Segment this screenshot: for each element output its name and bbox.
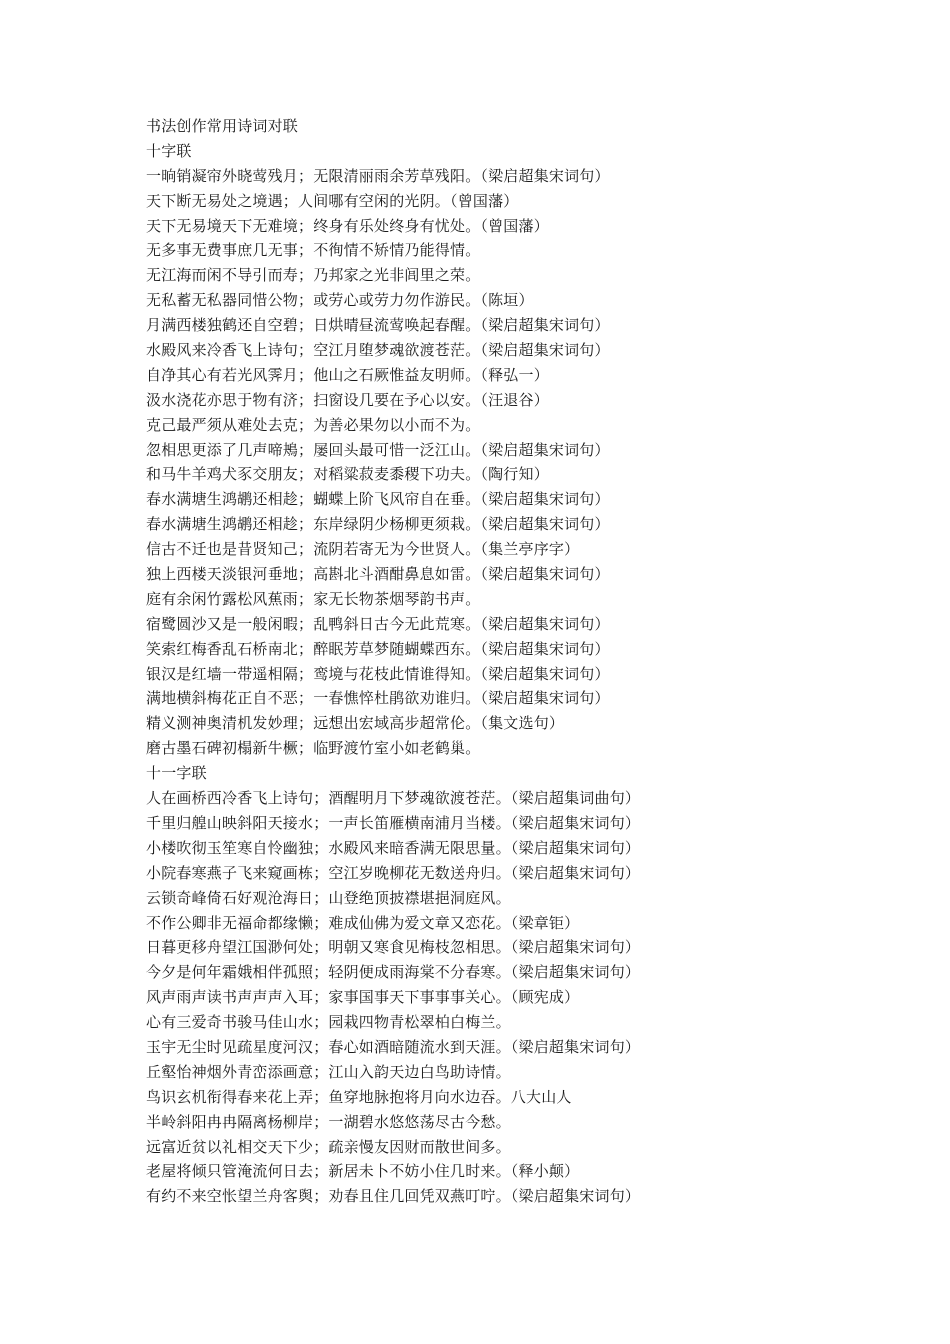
couplet-line: 天下无易境天下无难境；终身有乐处终身有忧处。（曾国藩） [146, 216, 549, 235]
couplet-line: 小楼吹彻玉笙寒自怜幽独；水殿风来暗香满无限思量。（梁启超集宋词句） [146, 838, 641, 857]
couplet-line: 无私蓄无私器同惜公物；或劳心或劳力勿作游民。（陈垣） [146, 291, 534, 310]
couplet-line: 满地横斜梅花正自不恶；一春憔悴杜鹃欲劝谁归。（梁启超集宋词句） [146, 689, 610, 708]
couplet-line: 独上西楼天淡银河垂地；高斟北斗酒酣鼻息如雷。（梁启超集宋词句） [146, 565, 610, 584]
couplet-line: 人在画桥西冷香飞上诗句；酒醒明月下梦魂欲渡苍茫。（梁启超集词曲句） [146, 789, 641, 808]
couplet-line: 水殿风来冷香飞上诗句；空江月堕梦魂欲渡苍茫。（梁启超集宋词句） [146, 341, 610, 360]
couplet-line: 云锁奇峰倚石好观沧海日；山登绝顶披襟堪挹洞庭风。 [146, 888, 511, 907]
couplet-line: 老屋将倾只管淹流何日去；新居未卜不妨小住几时来。（释小颠） [146, 1162, 580, 1181]
couplet-line: 春水满塘生鸿鹕还相趁；蝴蝶上阶飞风帘自在垂。（梁启超集宋词句） [146, 490, 610, 509]
couplet-line: 银汉是红墙一带遥相隔；鸾境与花枝此情谁得知。（梁启超集宋词句） [146, 664, 610, 683]
couplet-line: 鸟识玄机衔得春来花上弄；鱼穿地脉抱将月向水边吞。八大山人 [146, 1087, 572, 1106]
couplet-line: 天下断无易处之境遇；人间哪有空闲的光阴。（曾国藩） [146, 191, 519, 210]
couplet-line: 无多事无费事庶几无事；不徇情不矫情乃能得情。 [146, 241, 481, 260]
couplet-line: 小院春寒燕子飞来窥画栋；空江岁晚柳花无数送舟归。（梁启超集宋词句） [146, 863, 641, 882]
couplet-line: 风声雨声读书声声声入耳；家事国事天下事事事关心。（顾宪成） [146, 988, 580, 1007]
couplet-line: 无江海而闲不导引而寿；乃邦家之光非闾里之荣。 [146, 266, 481, 285]
couplet-line: 丘壑怡神烟外青峦添画意；江山入韵天边白鸟助诗情。 [146, 1062, 511, 1081]
couplet-line: 笑索红梅香乱石桥南北；醉眠芳草梦随蝴蝶西东。（梁启超集宋词句） [146, 639, 610, 658]
couplet-line: 精义测神奥清机发妙理；远想出宏域高步超常伦。（集文选句） [146, 714, 565, 733]
couplet-line: 忽相思更添了几声啼鴂；屡回头最可惜一泛江山。（梁启超集宋词句） [146, 440, 610, 459]
couplet-line: 汲水浇花亦思于物有济；扫窗设几要在予心以安。（汪退谷） [146, 390, 549, 409]
section-heading: 十一字联 [146, 764, 207, 783]
couplet-line: 玉宇无尘时见疏星度河汉；春心如酒暗随流水到天涯。（梁启超集宋词句） [146, 1037, 641, 1056]
couplet-line: 有约不来空怅望兰舟客舆；劝春且住几回凭双燕叮咛。（梁启超集宋词句） [146, 1187, 641, 1206]
couplet-line: 一晌销凝帘外晓莺残月；无限清丽雨余芳草残阳。（梁启超集宋词句） [146, 166, 610, 185]
couplet-line: 自净其心有若光风霁月；他山之石厥惟益友明师。（释弘一） [146, 365, 549, 384]
couplet-line: 庭有余闲竹露松风蕉雨；家无长物茶烟琴韵书声。 [146, 589, 481, 608]
couplet-line: 和马牛羊鸡犬豕交朋友；对稻粱菽麦黍稷下功夫。（陶行知） [146, 465, 549, 484]
document-page [146, 114, 906, 1209]
couplet-line: 半岭斜阳冉冉隔离杨柳岸；一湖碧水悠悠荡尽古今愁。 [146, 1112, 511, 1131]
couplet-line: 心有三爱奇书骏马佳山水；园栽四物青松翠柏白梅兰。 [146, 1013, 511, 1032]
couplet-line: 日暮更移舟望江国渺何处；明朝又寒食见梅枝忽相思。（梁启超集宋词句） [146, 938, 641, 957]
couplet-line: 远富近贫以礼相交天下少；疏亲慢友因财而散世间多。 [146, 1137, 511, 1156]
couplet-line: 今夕是何年霜娥相伴孤照；轻阴便成雨海棠不分春寒。（梁启超集宋词句） [146, 963, 641, 982]
couplet-line: 月满西楼独鹤还自空碧；日烘晴昼流莺唤起春醒。（梁启超集宋词句） [146, 316, 610, 335]
couplet-line: 千里归艎山映斜阳天接水；一声长笛雁横南浦月当楼。（梁启超集宋词句） [146, 813, 641, 832]
couplet-line: 春水满塘生鸿鹕还相趁；东岸绿阴少杨柳更须栽。（梁启超集宋词句） [146, 515, 610, 534]
couplet-line: 不作公卿非无福命都缘懒；难成仙佛为爱文章又恋花。（梁章钜） [146, 913, 580, 932]
couplet-line: 宿鹭圆沙又是一般闲暇；乱鸭斜日古今无此荒寒。（梁启超集宋词句） [146, 614, 610, 633]
couplet-line: 信古不迁也是昔贤知己；流阴若寄无为今世贤人。（集兰亭序字） [146, 540, 580, 559]
couplet-line: 克己最严须从难处去克；为善必果勿以小而不为。 [146, 415, 481, 434]
section-heading: 十字联 [146, 141, 192, 160]
document-title: 书法创作常用诗词对联 [146, 117, 299, 135]
couplet-line: 磨古墨石碑初榻新牛橛；临野渡竹室小如老鹤巢。 [146, 739, 481, 758]
